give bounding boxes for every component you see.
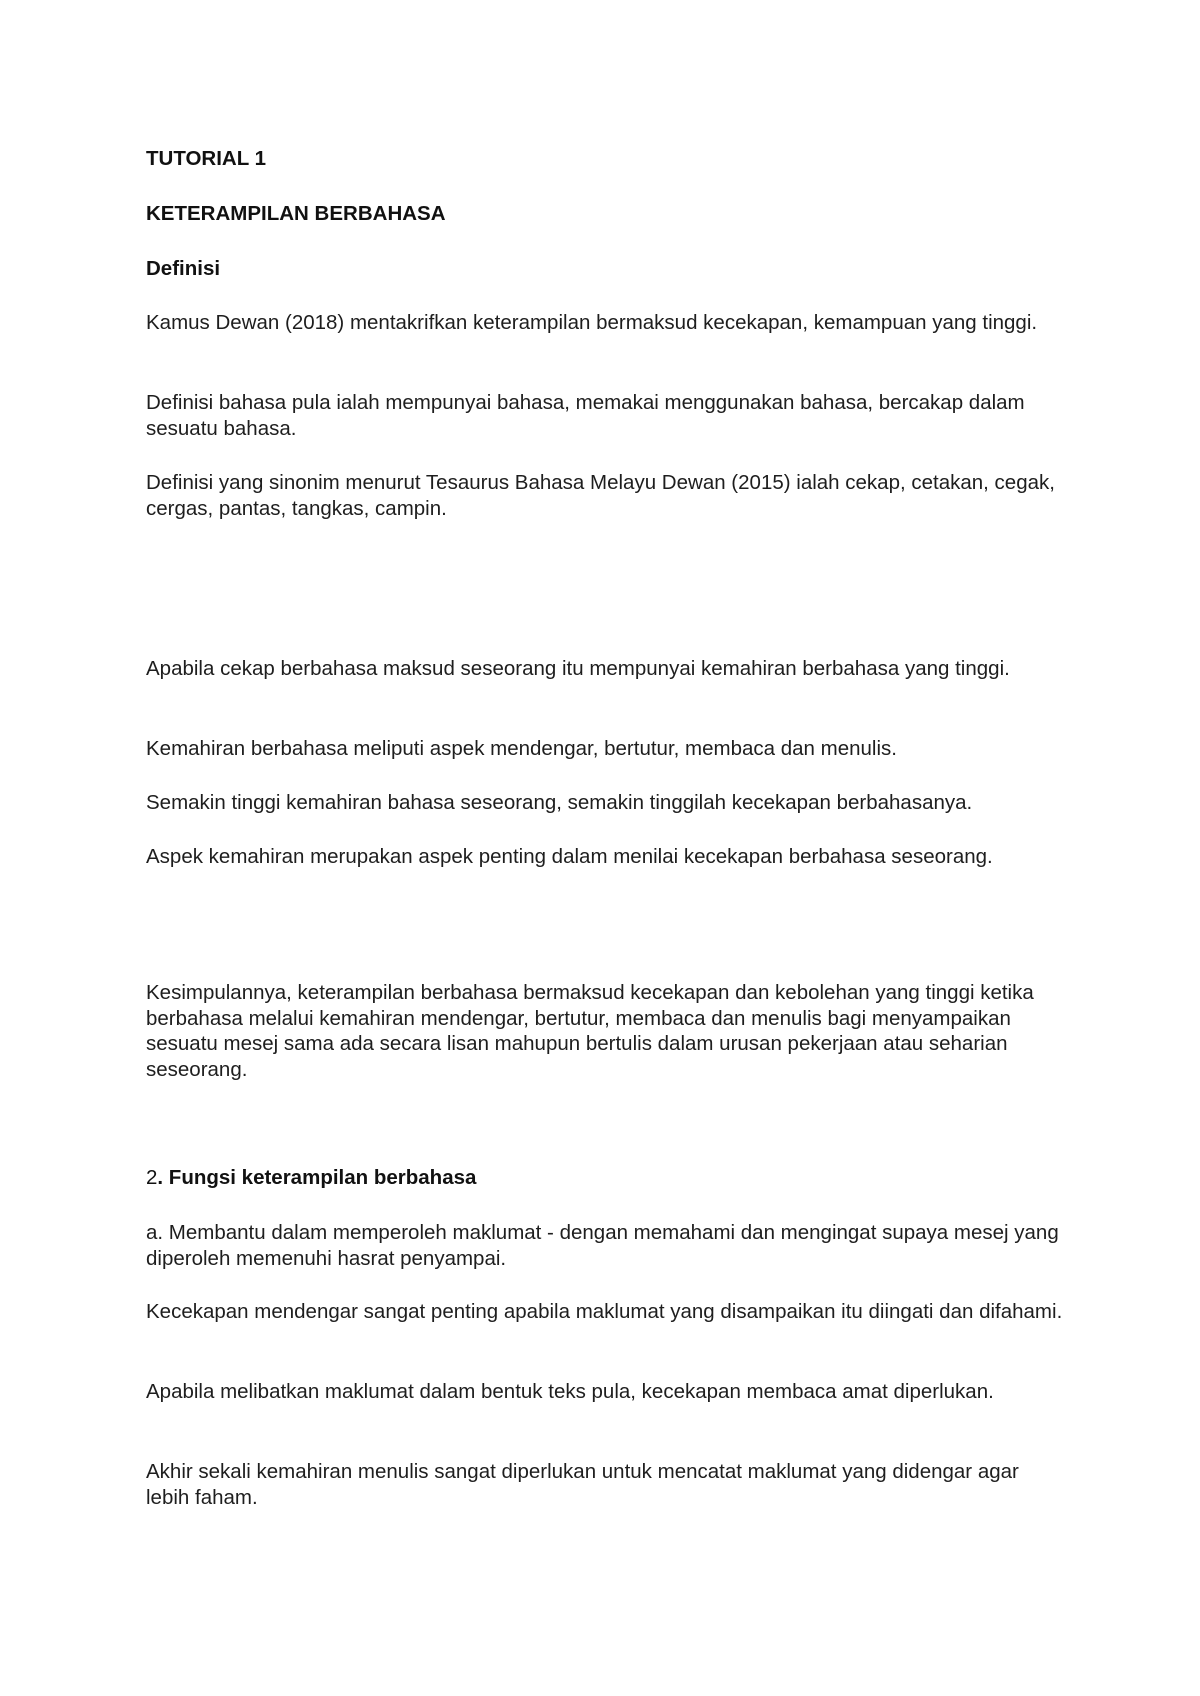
paragraph-definisi-bahasa: Definisi bahasa pula ialah mempunyai bahasa, memakai menggunakan bahasa, bercakap dalam sesuatu bahasa. (146, 391, 1025, 440)
definition-subheading: Definisi (146, 257, 221, 280)
paragraph-kamus-dewan: Kamus Dewan (2018) mentakrifkan keterampilan bermaksud kecekapan, kemampuan yang tinggi. (146, 311, 1038, 334)
paragraph-aspek-kemahiran: Kemahiran berbahasa meliputi aspek mendengar, bertutur, membaca dan menulis. (146, 737, 897, 760)
section-2-heading (146, 1165, 1066, 1191)
paragraph-kesimpulan: Kesimpulannya, keterampilan berbahasa bermaksud kecekapan dan kebolehan yang tinggi ketika berbahasa melalui kemahiran mendengar, bertutur, membaca dan menulis bagi menyampaikan sesuatu mesej sama ada secara lisan mahupun bertulis dalam urusan pekerjaan atau seharian seseorang. (146, 981, 1034, 1081)
paragraph-kecekapan-membaca: Apabila melibatkan maklumat dalam bentuk teks pula, kecekapan membaca amat diperlukan. (146, 1380, 994, 1403)
section-2-title: . Fungsi keterampilan berbahasa (157, 1166, 477, 1189)
paragraph-aspek-penting: Aspek kemahiran merupakan aspek penting dalam menilai kecekapan berbahasa seseorang. (146, 845, 993, 868)
paragraph-kecekapan-mendengar: Kecekapan mendengar sangat penting apabila maklumat yang disampaikan itu diingati dan difahami. (146, 1300, 1063, 1323)
section-2-number: 2 (146, 1166, 158, 1189)
paragraph-membantu-maklumat: a. Membantu dalam memperoleh maklumat - dengan memahami dan mengingat supaya mesej yang diperoleh memenuhi hasrat penyampai. (146, 1221, 1059, 1270)
paragraph-semakin-tinggi: Semakin tinggi kemahiran bahasa seseorang, semakin tinggilah kecekapan berbahasanya. (146, 791, 973, 814)
paragraph-cekap-berbahasa: Apabila cekap berbahasa maksud seseorang itu mempunyai kemahiran berbahasa yang tinggi. (146, 657, 1010, 680)
document-title: TUTORIAL 1 (146, 147, 266, 170)
paragraph-definisi-sinonim: Definisi yang sinonim menurut Tesaurus Bahasa Melayu Dewan (2015) ialah cekap, cetakan, cegak, cergas, pantas, tangkas, campin. (146, 471, 1055, 520)
document-heading: KETERAMPILAN BERBAHASA (146, 202, 446, 225)
paragraph-kemahiran-menulis: Akhir sekali kemahiran menulis sangat diperlukan untuk mencatat maklumat yang didengar agar lebih faham. (146, 1460, 1019, 1509)
